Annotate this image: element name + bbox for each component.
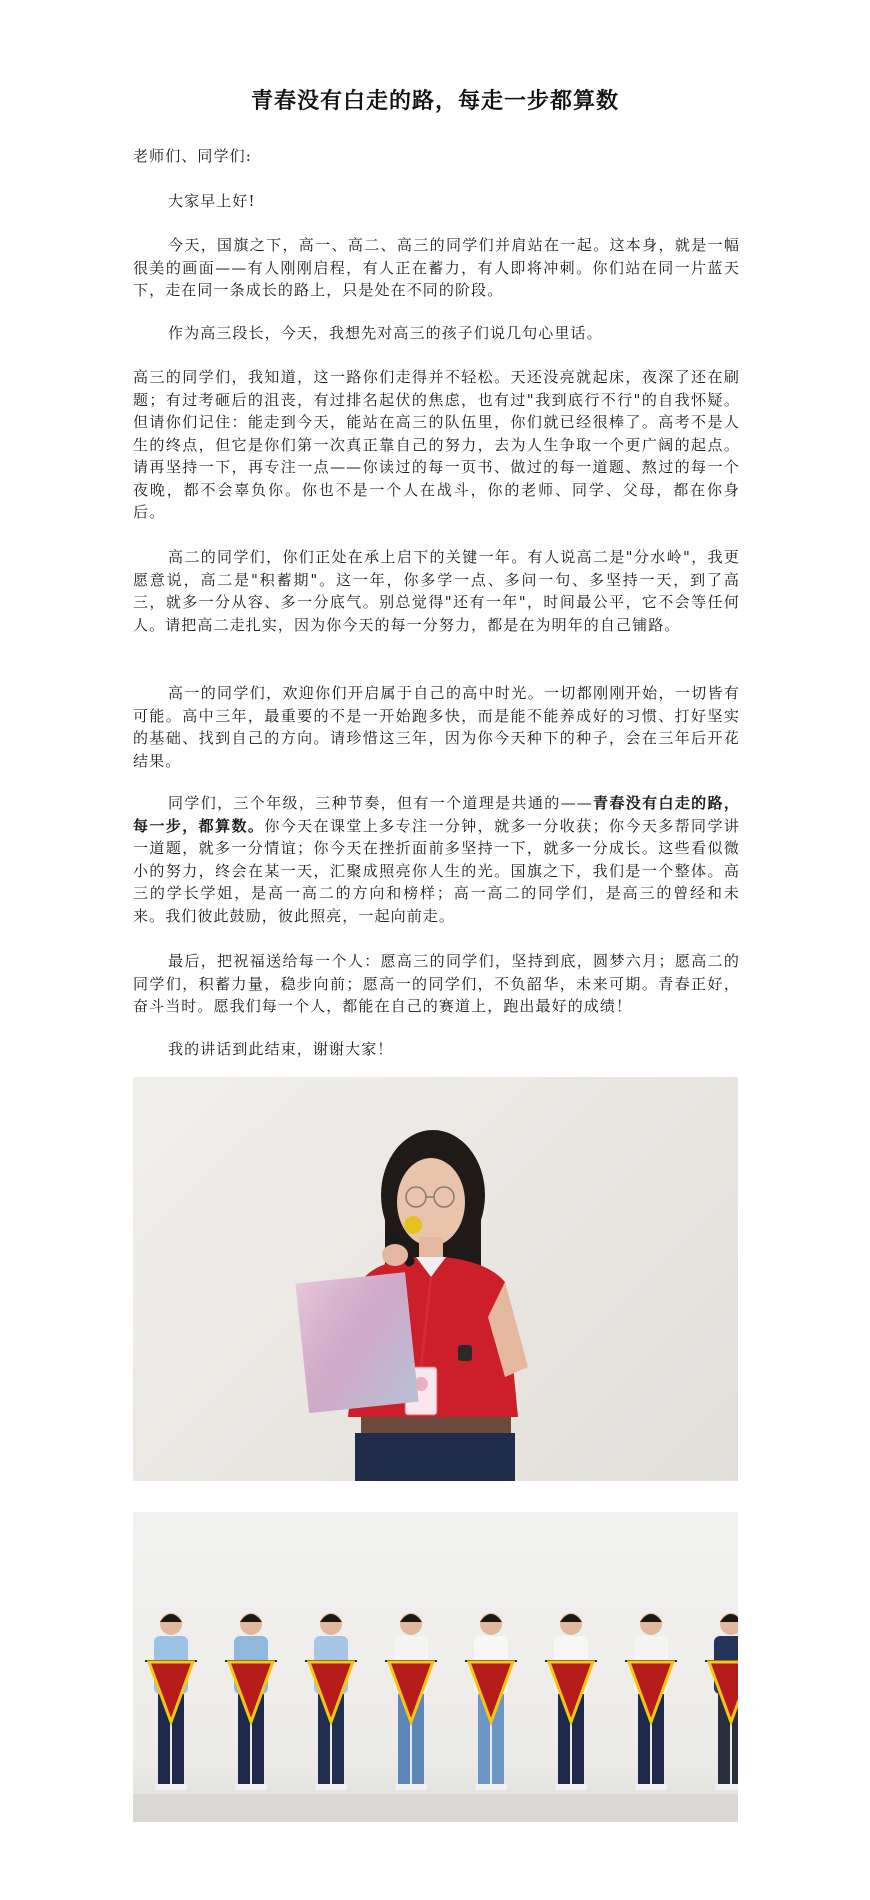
paragraph-6-intro: 同学们，三个年级，三种节奏，但有一个道理是共通的——	[168, 794, 593, 812]
student-figure	[465, 1613, 517, 1790]
paragraph-5: 高一的同学们，欢迎你们开启属于自己的高中时光。一切都刚刚开始，一切皆有可能。高中三年，最重要的不是一开始跑多快，而是能不能养成好的习惯、打好坚实的基础、找到自己的方向。请珍惜这三年，因为你今天种下的种子，会在三年后开花结果。	[133, 684, 740, 770]
student-figure	[145, 1613, 197, 1790]
article-title: 青春没有白走的路，每走一步都算数	[250, 89, 619, 114]
speaker-photo	[133, 1077, 738, 1481]
paragraph-4: 高二的同学们，你们正处在承上启下的关键一年。有人说高二是"分水岭"，我更愿意说，高二是"积蓄期"。这一年，你多学一点、多问一句、多坚持一天，到了高三，就多一分从容、多一分底气。别总觉得"还有一年"，时间最公平，它不会等任何人。请把高二走扎实，因为你今天的每一分努力，都是在为明年的自己铺路。	[133, 548, 740, 634]
speaker-illustration	[133, 1077, 738, 1481]
student-figure	[705, 1613, 738, 1790]
paragraph-6-body: 你今天在课堂上多专注一分钟，就多一分收获；你今天多帮同学讲一道题，就多一分情谊；你今天在挫折面前多坚持一下，就多一分成长。这些看似微小的努力，终会在某一天，汇聚成照亮你人生的光。国旗之下，我们是一个整体。高三的学长学姐，是高一高二的方向和榜样；高一高二的同学们，是高三的曾经和未来。我们彼此鼓励，彼此照亮，一起向前走。	[133, 816, 740, 925]
greeting: 大家早上好!	[168, 192, 256, 210]
student-figure	[225, 1613, 277, 1790]
student-figure	[305, 1613, 357, 1790]
ground	[133, 1794, 738, 1822]
students-photo	[133, 1512, 738, 1822]
paragraph-1: 今天，国旗之下，高一、高二、高三的同学们并肩站在一起。这本身，就是一幅很美的画面——有人刚刚启程，有人正在蓄力，有人即将冲刺。你们站在同一片蓝天下，走在同一条成长的路上，只是处在不同的阶段。	[133, 236, 740, 299]
paragraph-2: 作为高三段长，今天，我想先对高三的孩子们说几句心里话。	[168, 324, 603, 342]
closing-line: 我的讲话到此结束，谢谢大家！	[168, 1040, 394, 1058]
student-figure	[625, 1613, 677, 1790]
students-illustration	[133, 1512, 738, 1822]
student-figure	[545, 1613, 597, 1790]
salutation: 老师们、同学们:	[133, 147, 252, 165]
student-figure	[385, 1613, 437, 1790]
paragraph-6	[133, 792, 740, 927]
paragraph-3: 高三的同学们，我知道，这一路你们走得并不轻松。天还没亮就起床，夜深了还在刷题；有过考砸后的沮丧，有过排名起伏的焦虑，也有过"我到底行不行"的自我怀疑。但请你们记住：能走到今天，能站在高三的队伍里，你们就已经很棒了。高考不是人生的终点，但它是你们第一次真正靠自己的努力，去为人生争取一个更广阔的起点。请再坚持一下，再专注一点——你读过的每一页书、做过的每一道题、熬过的每一个夜晚，都不会辜负你。你也不是一个人在战斗，你的老师、同学、父母，都在你身后。	[133, 368, 740, 521]
paragraph-6-emphasis: 青春没有白走的路，每一步，都算数。	[133, 794, 740, 835]
paragraph-7: 最后，把祝福送给每一个人：愿高三的同学们，坚持到底，圆梦六月；愿高二的同学们，积蓄力量，稳步向前；愿高一的同学们，不负韶华，未来可期。青春正好，奋斗当时。愿我们每一个人，都能在自己的赛道上，跑出最好的成绩！	[133, 952, 740, 1015]
